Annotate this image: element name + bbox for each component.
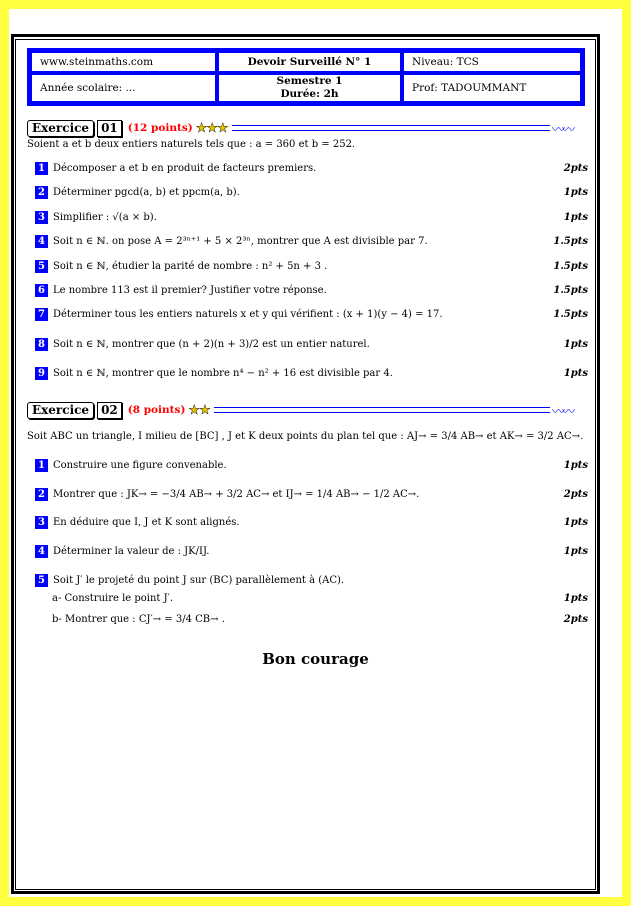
question-points: 2pts: [563, 163, 588, 174]
question-number: 1: [35, 459, 48, 472]
exercise-label: Exercice: [27, 402, 94, 419]
semester-label: Semestre 1: [276, 75, 343, 87]
question-number: 8: [35, 338, 48, 351]
level-cell: Niveau: TCS: [402, 51, 582, 73]
question-row: [35, 162, 588, 175]
wave-ornament-icon: 〰〰: [551, 122, 572, 138]
exercise-label: Exercice: [27, 120, 94, 137]
question-number: 2: [35, 186, 48, 199]
question-points: 2pts: [563, 489, 588, 500]
question-points: 1pts: [563, 187, 588, 198]
exercise-1-header: [27, 119, 572, 137]
question-row: [35, 284, 588, 297]
question-row: [35, 459, 588, 472]
exercise-number: 02: [97, 402, 122, 419]
separator-line: [232, 125, 550, 131]
question-row: [35, 235, 588, 248]
question-text: Construire une figure convenable.: [53, 460, 227, 471]
question-number: 5: [35, 260, 48, 273]
subquestion-points: 1pts: [563, 593, 588, 604]
question-text: Soit n ∈ ℕ, montrer que le nombre n⁴ − n² + 16 est divisible par 4.: [53, 368, 393, 379]
duration-label: Durée: 2h: [280, 88, 339, 100]
semester-cell: [217, 73, 402, 103]
question-text: Déterminer la valeur de : JK/IJ.: [53, 546, 210, 557]
subquestion-row: [52, 593, 588, 604]
question-text: Le nombre 113 est il premier? Justifier votre réponse.: [53, 285, 327, 296]
closing-message: Bon courage: [262, 650, 369, 668]
question-text: Déterminer pgcd(a, b) et ppcm(a, b).: [53, 187, 240, 198]
question-points: 1pts: [563, 212, 588, 223]
question-number: 2: [35, 488, 48, 501]
subquestion-text: a- Construire le point J′.: [52, 593, 174, 604]
header-table: [27, 48, 585, 106]
question-text: Simplifier : √(a × b).: [53, 212, 157, 223]
question-row: [35, 260, 588, 273]
question-number: 1: [35, 162, 48, 175]
question-points: 1.5pts: [553, 309, 588, 320]
question-points: 1pts: [563, 460, 588, 471]
question-text: Décomposer a et b en produit de facteurs premiers.: [53, 163, 317, 174]
difficulty-stars-icon: ★★★: [195, 120, 228, 136]
question-text: Montrer que : JK→ = −3/4 AB→ + 3/2 AC→ et IJ→ = 1/4 AB→ − 1/2 AC→.: [53, 489, 420, 500]
question-number: 7: [35, 308, 48, 321]
question-number: 4: [35, 545, 48, 558]
subquestion-row: [52, 614, 588, 625]
wave-ornament-icon: 〰〰: [551, 404, 572, 420]
question-points: 1pts: [563, 517, 588, 528]
question-text: Soit J′ le projeté du point J sur (BC) parallèlement à (AC).: [53, 575, 345, 586]
question-points: 1.5pts: [553, 236, 588, 247]
exercise-2-intro: Soit ABC un triangle, I milieu de [BC] , J et K deux points du plan tel que : AJ→ = 3/4 AB→ et AK→ = 3/2 AC→.: [27, 431, 584, 442]
subquestion-text: b- Montrer que : CJ′→ = 3/4 CB→ .: [52, 614, 225, 625]
difficulty-stars-icon: ★★: [188, 402, 210, 418]
teacher-cell: Prof: TADOUMMANT: [402, 73, 582, 103]
question-row: [35, 516, 588, 529]
question-row: [35, 488, 588, 501]
question-text: En déduire que I, J et K sont alignés.: [53, 517, 240, 528]
question-number: 6: [35, 284, 48, 297]
question-points: 1pts: [563, 368, 588, 379]
question-number: 3: [35, 211, 48, 224]
exercise-1-intro: Soient a et b deux entiers naturels tels que : a = 360 et b = 252.: [27, 139, 356, 150]
question-text: Soit n ∈ ℕ, montrer que (n + 2)(n + 3)/2 est un entier naturel.: [53, 339, 370, 350]
question-text: Soit n ∈ ℕ, étudier la parité de nombre : n² + 5n + 3 .: [53, 261, 328, 272]
question-row: [35, 338, 588, 351]
exercise-2-header: [27, 401, 572, 419]
exercise-points: (8 points): [127, 404, 186, 416]
question-row: [35, 367, 588, 380]
question-number: 5: [35, 574, 48, 587]
question-points: 1.5pts: [553, 261, 588, 272]
separator-line: [214, 407, 550, 413]
exercise-number: 01: [97, 120, 122, 137]
question-row: [35, 545, 588, 558]
question-row: [35, 211, 588, 224]
exercise-points: (12 points): [127, 122, 193, 134]
test-title: Devoir Surveillé N° 1: [217, 51, 402, 73]
question-points: 1pts: [563, 339, 588, 350]
subquestion-points: 2pts: [563, 614, 588, 625]
question-text: Déterminer tous les entiers naturels x et y qui vérifient : (x + 1)(y − 4) = 17.: [53, 309, 443, 320]
question-number: 3: [35, 516, 48, 529]
question-number: 9: [35, 367, 48, 380]
school-year-cell: Année scolaire: ...: [30, 73, 217, 103]
question-points: 1.5pts: [553, 285, 588, 296]
website-cell: www.steinmaths.com: [30, 51, 217, 73]
question-points: 1pts: [563, 546, 588, 557]
question-row: [35, 186, 588, 199]
question-number: 4: [35, 235, 48, 248]
question-row: [35, 574, 588, 587]
question-row: [35, 308, 588, 321]
question-text: Soit n ∈ ℕ. on pose A = 2³ⁿ⁺¹ + 5 × 2³ⁿ, montrer que A est divisible par 7.: [53, 236, 428, 247]
